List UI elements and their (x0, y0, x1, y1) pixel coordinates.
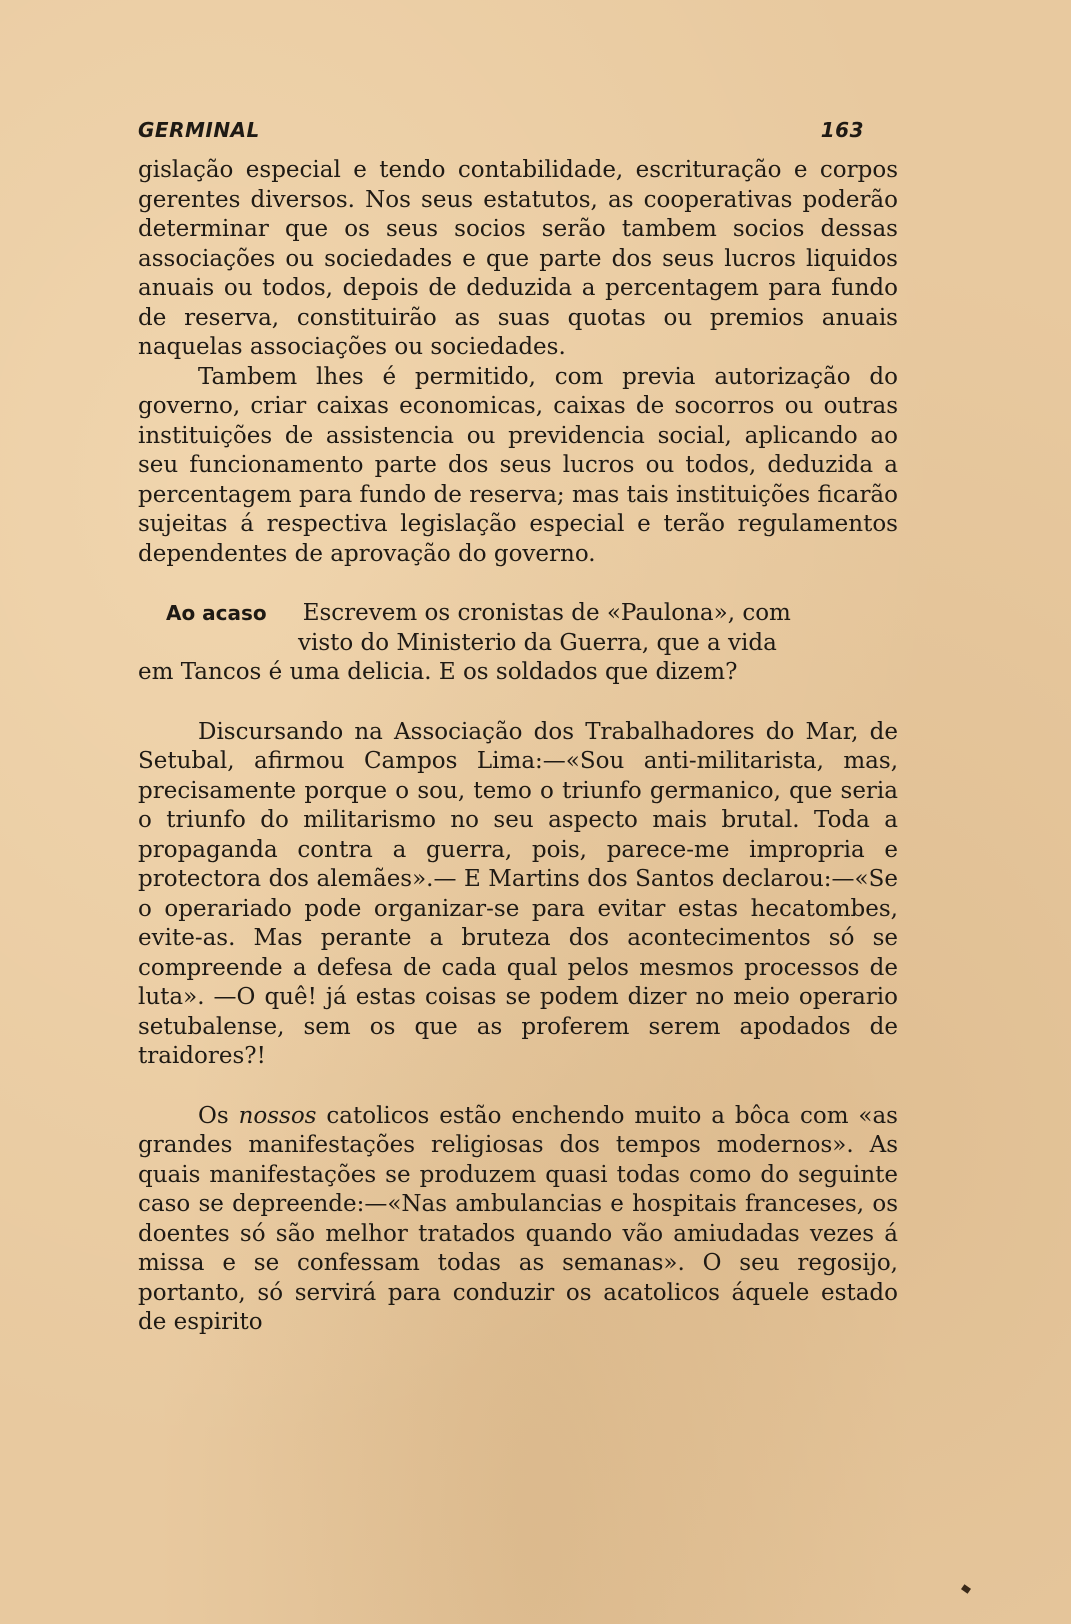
paragraph-3-rest: em Tancos é uma delicia. E os soldados que dizem? (138, 659, 738, 685)
body-text (138, 156, 898, 1338)
paragraph-3-first-line: Escrevem os cronistas de «Paulona», com (302, 600, 791, 626)
marginal-heading: Ao acaso (166, 601, 267, 625)
section-gap (138, 1072, 898, 1102)
running-title: GERMINAL (138, 118, 260, 142)
emphasis-word: nossos (238, 1102, 317, 1129)
section-gap (138, 569, 898, 599)
paragraph-5-start: Os (198, 1102, 239, 1129)
paragraph-2: Tambem lhes é permitido, com previa autorização do governo, criar caixas economicas, caixas de socorros ou outras instituições de assistencia ou previdencia social, aplicando ao seu funcionamento parte dos seus lucros ou todos, deduzida a percentagem para fundo de reserva; mas tais instituições ficarão sujeitas á respectiva legislação especial e terão regulamentos dependentes de aprovação do governo. (138, 363, 898, 567)
section-gap (138, 688, 898, 718)
book-page (138, 118, 898, 1338)
paragraph-3-second-line: visto do Ministerio da Guerra, que a vida (298, 629, 777, 656)
paragraph-4: Discursando na Associação dos Trabalhadores do Mar, de Setubal, afirmou Campos Lima:—«Sou anti-militarista, mas, precisamente porque o sou, temo o triunfo germanico, que seria o triunfo do militarismo no seu aspecto mais brutal. Toda a propaganda contra a guerra, pois, parece-me impropria e protectora dos alemães».— E Martins dos Santos declarou:—«Se o operariado pode organizar-se para evitar estas hecatombes, evite-as. Mas perante a bruteza dos acontecimentos só se compreende a defesa de cada qual pelos mesmos processos de luta». —O quê! já estas coisas se podem dizer no meio operario setubalense, sem os que as proferem serem apodados de traidores?! (138, 718, 898, 1069)
paragraph-1: gislação especial e tendo contabilidade, escrituração e corpos gerentes diversos. Nos seus estatutos, as cooperativas poderão determinar que os seus socios serão tambem socios dessas associações ou sociedades e que parte dos seus lucros liquidos anuais ou todos, depois de deduzida a percentagem para fundo de reserva, constituirão as suas quotas ou premios anuais naquelas associações ou sociedades. (138, 157, 898, 360)
running-header (138, 118, 898, 142)
paragraph-3 (138, 599, 898, 688)
paragraph-5 (138, 1102, 898, 1338)
paragraph-5-rest: catolicos estão enchendo muito a bôca com «as grandes manifestações religiosas dos tempos modernos». As quais manifestações se produzem quasi todas como do seguinte caso se depreende:—«Nas ambulancias e hospitais franceses, os doentes só são melhor tratados quando vão amiudadas vezes á missa e se confessam todas as semanas». O seu regosijo, portanto, só servirá para conduzir os acatolicos áquele estado de espirito (138, 1102, 898, 1335)
paragraph-3-line-1 (138, 599, 898, 629)
ink-speck (961, 1584, 971, 1594)
page-number: 163 (820, 118, 864, 142)
